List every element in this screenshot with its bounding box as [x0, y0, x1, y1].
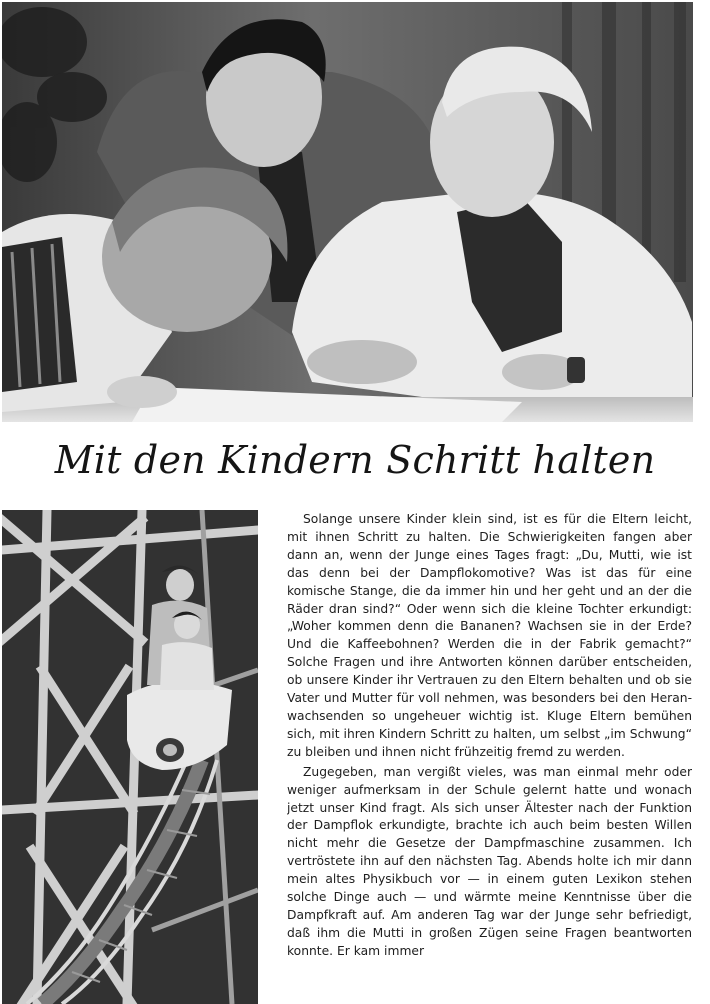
article-body [287, 511, 692, 991]
photo-top-illustration [2, 2, 693, 422]
article-paragraph-1: Solange unsere Kinder klein sind, ist es für die Eltern leicht, mit ihnen Schritt zu halten. Die Schwierigkeiten fangen aber dann an, wenn der Junge eines Tages fragt: „Du, Mutti, wie ist das denn bei der Dampflokomotive? Was ist das für eine komische Stange, die da immer hin und her geht und an der die Räder dran sind?“ Oder wenn sich die kleine Tochter erkundigt: „Woher kommen denn die Bananen? Wachsen sie in der Erde? Und die Kaffeebohnen? Werden die in der Fabrik gemacht?“ Solche Fragen und ihre Antworten können darüber entscheiden, ob unsere Kinder ihr Vertrauen zu den Eltern behalten und ob sie Vater und Mutter für voll nehmen, was besonders bei den Heranwachsenden so ungeheuer wichtig ist. Kluge Eltern bemühen sich, mit ihren Kindern Schritt zu halten, um selbst „im Schwung“ zu bleiben und ihnen nicht frühzeitig fremd zu werden. [287, 512, 692, 759]
article-paragraph-2: Zugegeben, man vergißt vieles, was man einmal mehr oder weniger aufmerksam in der Schule gelernt hatte und wonach jetzt unser Kind fragt. Als sich unser Ältester nach der Funktion der Dampflok erkundigte, brachte ich auch beim besten Willen nicht mehr die Gesetze der Dampfmaschine zusammen. Ich vertröstete ihn auf den nächsten Tag. Abends holte ich mir dann mein altes Physikbuch vor — in einem guten Lexikon stehen solche Dinge auch — und wärmte meine Kenntnisse über die Dampfkraft auf. Am anderen Tag war der Junge sehr befriedigt, daß ihm die Mutti in großen Zügen seine Fragen beantworten konnte. Er kam immer [287, 764, 692, 958]
photo-father-helping-boys [2, 2, 693, 422]
article-headline: Mit den Kindern Schritt halten [54, 438, 656, 482]
photo-roller-coaster [2, 510, 258, 1004]
photo-bottom-illustration [2, 510, 258, 1004]
